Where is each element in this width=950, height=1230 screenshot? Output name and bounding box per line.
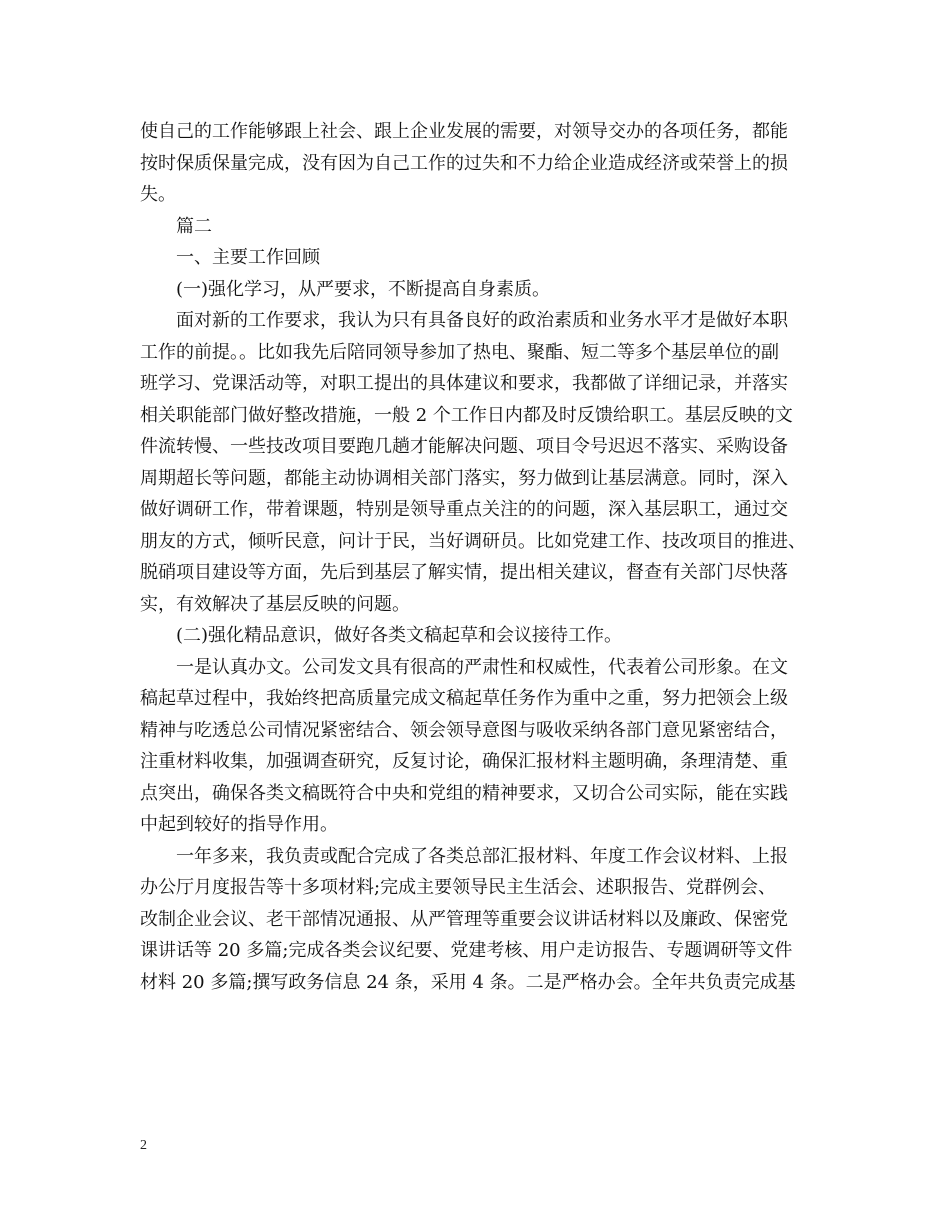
text-line: 材料 20 多篇;撰写政务信息 24 条，采用 4 条。二是严格办会。全年共负责完成基 xyxy=(140,971,796,993)
text-line: 课讲话等 20 多篇;完成各类会议纪要、党建考核、用户走访报告、专题调研等文件 xyxy=(140,940,793,961)
paragraph xyxy=(140,652,822,841)
text-line: 中起到较好的指导作用。 xyxy=(140,814,338,835)
text-line: 按时保质保量完成，没有因为自己工作的过失和不力给企业造成经济或荣誉上的损 xyxy=(140,152,788,174)
text-line: 实，有效解决了基层反映的问题。 xyxy=(140,593,410,615)
paragraph xyxy=(140,305,822,620)
text-line: 周期超长等问题，都能主动协调相关部门落实，努力做到让基层满意。同时，深入 xyxy=(140,467,788,489)
text-line: 做好调研工作，带着课题，特别是领导重点关注的的问题，深入基层职工，通过交 xyxy=(140,499,788,520)
text-line: 朋友的方式，倾听民意，问计于民，当好调研员。比如党建工作、技改项目的推进、 xyxy=(140,530,806,552)
text-line: 一、主要工作回顾 xyxy=(176,247,320,268)
text-line: 点突出，确保各类文稿既符合中央和党组的精神要求，又切合公司实际，能在实践 xyxy=(140,782,788,804)
text-line: 失。 xyxy=(140,184,176,205)
text-line: 注重材料收集，加强调查研究，反复讨论，确保汇报材料主题明确，条理清楚、重 xyxy=(140,751,788,772)
text-line: 一年多来，我负责或配合完成了各类总部汇报材料、年度工作会议材料、上报 xyxy=(176,845,788,867)
text-line: 稿起草过程中，我始终把高质量完成文稿起草任务作为重中之重，努力把领会上级 xyxy=(140,688,788,709)
text-line: 脱硝项目建设等方面，先后到基层了解实情，提出相关建议，督查有关部门尽快落 xyxy=(140,562,788,583)
text-line: 工作的前提。。比如我先后陪同领导参加了热电、聚酯、短二等多个基层单位的副 xyxy=(140,341,779,363)
text-line: 办公厅月度报告等十多项材料;完成主要领导民主生活会、述职报告、党群例会、 xyxy=(140,877,777,898)
paragraph xyxy=(140,242,822,274)
paragraph xyxy=(140,116,822,211)
text-line: 一是认真办文。公司发文具有很高的严肃性和权威性，代表着公司形象。在文 xyxy=(176,656,788,678)
text-line: 相关职能部门做好整改措施，一般 2 个工作日内都及时反馈给职工。基层反映的文 xyxy=(140,404,793,426)
paragraph xyxy=(140,620,822,652)
text-line: 改制企业会议、老干部情况通报、从严管理等重要会议讲话材料以及廉政、保密党 xyxy=(140,908,788,930)
text-line: (二)强化精品意识，做好各类文稿起草和会议接待工作。 xyxy=(176,625,623,646)
page-number: 2 xyxy=(140,1138,147,1153)
document-body xyxy=(140,116,822,998)
text-line: 面对新的工作要求，我认为只有具备良好的政治素质和业务水平才是做好本职 xyxy=(176,310,788,331)
text-line: 班学习、党课活动等，对职工提出的具体建议和要求，我都做了详细记录，并落实 xyxy=(140,373,788,394)
text-line: 件流转慢、一些技改项目要跑几趟才能解决问题、项目令号迟迟不落实、采购设备 xyxy=(140,436,788,457)
text-line: (一)强化学习，从严要求，不断提高自身素质。 xyxy=(176,278,551,300)
paragraph xyxy=(140,841,822,999)
text-line: 精神与吃透总公司情况紧密结合、领会领导意图与吸收采纳各部门意见紧密结合， xyxy=(140,719,788,741)
paragraph xyxy=(140,211,822,243)
paragraph xyxy=(140,274,822,306)
text-line: 使自己的工作能够跟上社会、跟上企业发展的需要，对领导交办的各项任务，都能 xyxy=(140,121,788,142)
text-line: 篇二 xyxy=(176,215,212,237)
